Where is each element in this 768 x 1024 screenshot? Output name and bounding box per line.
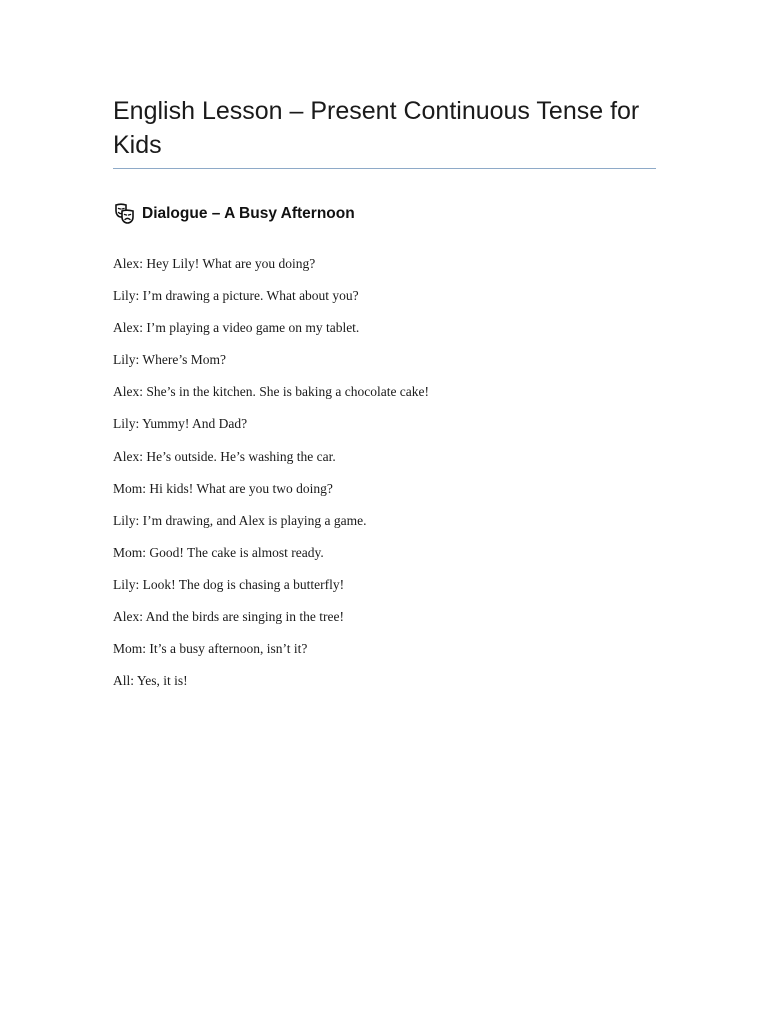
dialogue-line: Mom: It’s a busy afternoon, isn’t it? bbox=[113, 641, 308, 657]
dialogue-line: Lily: Where’s Mom? bbox=[113, 352, 226, 368]
dialogue-line: Mom: Hi kids! What are you two doing? bbox=[113, 480, 333, 496]
dialogue-line: Alex: He’s outside. He’s washing the car. bbox=[113, 448, 336, 464]
dialogue-line: Lily: I’m drawing a picture. What about you? bbox=[113, 288, 359, 304]
dialogue-line: Alex: And the birds are singing in the tree! bbox=[113, 609, 344, 625]
section-heading-text: Dialogue – A Busy Afternoon bbox=[142, 205, 355, 222]
dialogue-line: Alex: I’m playing a video game on my tablet. bbox=[113, 320, 360, 336]
dialogue-line: Lily: Yummy! And Dad? bbox=[113, 416, 248, 432]
theater-masks-icon bbox=[113, 202, 137, 226]
dialogue-line: Lily: I’m drawing, and Alex is playing a game. bbox=[113, 512, 367, 528]
document-title: English Lesson – Present Continuous Tense for Kids bbox=[113, 94, 656, 169]
dialogue-line: Alex: Hey Lily! What are you doing? bbox=[113, 256, 316, 271]
dialogue-line: All: Yes, it is! bbox=[113, 673, 188, 689]
dialogue bbox=[113, 255, 656, 704]
dialogue-line: Lily: Look! The dog is chasing a butterfly! bbox=[113, 576, 345, 592]
section-heading bbox=[113, 201, 656, 227]
dialogue-line: Mom: Good! The cake is almost ready. bbox=[113, 544, 324, 560]
dialogue-line: Alex: She’s in the kitchen. She is baking a chocolate cake! bbox=[113, 384, 430, 400]
